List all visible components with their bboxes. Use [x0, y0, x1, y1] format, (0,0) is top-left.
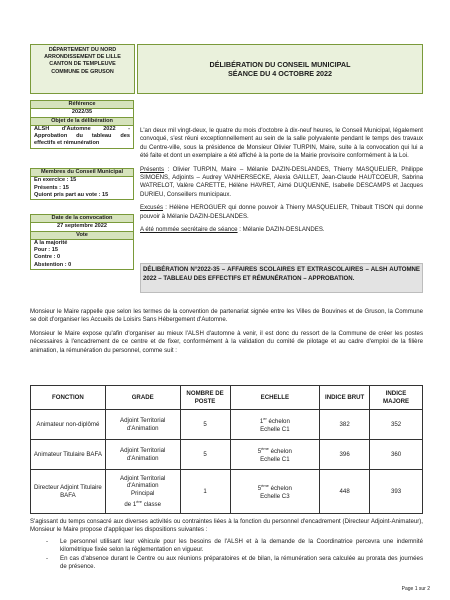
members-title: Membres du Conseil Municipal: [31, 169, 133, 177]
cell-indice-brut: 448: [320, 470, 370, 514]
cell-echelle: 5ème échelon Echelle C1: [230, 440, 320, 470]
object-title: Objet de la délibération: [31, 118, 133, 126]
members-present: Présents : 15: [34, 184, 69, 191]
cell-indice-brut: 396: [320, 440, 370, 470]
reference-panel: [30, 100, 134, 149]
presents-label: Présents: [140, 165, 165, 173]
title-box: [137, 44, 423, 94]
vote-line: A la majorité: [34, 239, 68, 246]
members-voting: Quiont pris part au vote : 15: [34, 191, 109, 198]
session-body: [140, 127, 423, 239]
paragraph-exposition: Monsieur le Maire expose qu'afin d'organiser au mieux l'ALSH d'automne à venir, il est donc du ressort de la Commune de créer les postes nécessaires à l'encadrement de ce centre et de fixer, conformément à la validation du comité de pilotage et au cadre d'emploi de la filière animation, la rémunération du personnel, comme suit :: [30, 330, 423, 354]
secretary-label: A été nommée secrétaire de séance: [140, 226, 238, 234]
reference-title: Référence: [31, 101, 133, 109]
cell-nombre: 5: [180, 440, 230, 470]
cell-indice-majore: 352: [370, 410, 423, 440]
org-line: CANTON DE TEMPLEUVE: [49, 61, 116, 68]
deliberation-title: DÉLIBÉRATION N°2022-35 – AFFAIRES SCOLAIRES ET EXTRASCOLAIRES – ALSH AUTOMNE 2022 – TABLEAU DES EFFECTIFS ET RÉMUNÉRATION – APPROBATION.: [140, 263, 423, 293]
members-in-office: En exercice : 15: [34, 177, 77, 184]
org-line: COMMUNE DE GRUSON: [51, 68, 114, 75]
secretary-paragraph: [140, 226, 423, 234]
cell-indice-majore: 393: [370, 470, 423, 514]
members-panel: [30, 168, 134, 200]
list-item: - En cas d'absence durant le Centre ou aux réunions préparatoires et de bilan, la rémunération sera calculée au prorata des journées de présence.: [60, 555, 423, 572]
cell-nombre: 5: [180, 410, 230, 440]
object-value: ALSH d'Automne 2022 - Approbation du tableau des effectifs et rémunération: [34, 125, 130, 147]
cell-indice-majore: 360: [370, 440, 423, 470]
cell-fonction: Animateur Titulaire BAFA: [31, 440, 106, 470]
convocation-panel: [30, 214, 134, 270]
title-line: DÉLIBÉRATION DU CONSEIL MUNICIPAL: [209, 59, 351, 69]
col-fonction: FONCTION: [31, 386, 106, 410]
excuses-label: Excusés: [140, 204, 164, 212]
vote-line: Abstention : 0: [34, 261, 72, 268]
col-grade: GRADE: [105, 386, 180, 410]
commune-header-box: [30, 44, 135, 94]
cell-echelle: 1er échelon Echelle C1: [230, 410, 320, 440]
paragraph-convention: Monsieur le Maire rappelle que selon les termes de la convention de partenariat signée entre les Villes de Bouvines et de Gruson, la Commune se doit d'organiser les Accueils de Loisirs Sans Hébergement d'Automne.: [30, 308, 423, 324]
table-row: [31, 440, 423, 470]
reference-value: 2022/35: [31, 109, 133, 117]
session-date: SÉANCE DU 4 OCTOBRE 2022: [227, 69, 333, 78]
col-indice-majore: INDICE MAJORE: [370, 386, 423, 410]
org-line: DÉPARTEMENT DU NORD: [48, 47, 117, 53]
table-row: [31, 410, 423, 440]
presents-text: : Olivier TURPIN, Maire – Mélanie DAZIN-DESLANDES, Thierry MASQUELIER, Philippe SIMOENS, Adjoints – Audrey VANHERSECKE, Alexia GAILLET, Jean-Claude HAUTCOEUR, Sabrina WATRELOT, Valère CARETTE, Hélène HAVRET, Aimé DUQUENNE, Isabelle DESCAMPS et Jacques DURIEU, Conseillers municipaux.: [140, 165, 423, 198]
vote-title: Vote: [31, 232, 133, 240]
col-echelle: ECHELLE: [230, 386, 320, 410]
cell-fonction: Animateur non-diplômé: [31, 410, 106, 440]
dispositions-list: [30, 538, 423, 572]
excuses-text: : Hélène HEROGUER qui donne pouvoir à Thierry MASQUELIER, Thibault TISON qui donne pouvoir à Mélanie DAZIN-DESLANDES.: [140, 204, 423, 220]
org-line: ARRONDISSEMENT DE LILLE: [44, 54, 121, 61]
table-row: [31, 470, 423, 514]
table-header-row: [31, 386, 423, 410]
secretary-text: : Mélanie DAZIN-DESLANDES.: [237, 226, 325, 234]
page-number: Page 1 sur 2: [401, 586, 430, 592]
cell-echelle: 5ème échelon Echelle C3: [230, 470, 320, 514]
cell-grade: Adjoint Territorial d'Animation: [105, 410, 180, 440]
list-item: - Le personnel utilisant leur véhicule pour les besoins de l'ALSH et à la demande de la Coordinatrice percevra une indemnité kilométrique fixée selon la réglementation en vigueur.: [60, 538, 423, 555]
cell-grade: Adjoint Territorial d'Animation Principal de 1ère classe: [105, 470, 180, 514]
cell-fonction: Directeur Adjoint Titulaire BAFA: [31, 470, 106, 514]
paragraph-dispositions: S'agissant du temps consacré aux diverses activités ou contraintes liées à la fonction du personnel d'encadrement (Directeur Adjoint-Animateur), Monsieur le Maire propose d'appliquer les dispositions suivantes :: [30, 518, 423, 534]
vote-line: Contre : 0: [34, 254, 61, 261]
cell-indice-brut: 382: [320, 410, 370, 440]
col-indice-brut: INDICE BRUT: [320, 386, 370, 410]
col-nombre: NOMBRE DE POSTE: [180, 386, 230, 410]
staffing-table: [30, 385, 423, 514]
vote-line: Pour : 15: [34, 247, 58, 254]
cell-nombre: 1: [180, 470, 230, 514]
convocation-title: Date de la convocation: [31, 215, 133, 223]
excuses-paragraph: [140, 204, 423, 221]
presents-paragraph: [140, 166, 423, 200]
cell-grade: Adjoint Territorial d'Animation: [105, 440, 180, 470]
intro-paragraph: L'an deux mil vingt-deux, le quatre du mois d'octobre à dix-neuf heures, le Conseil Municipal, légalement convoqué, s'est réuni exceptionnellement au sein de la salle polyvalente pendant le temps des travaux du Centre-ville, sous la présidence de Monsieur Olivier TURPIN, Maire, suite à la convocation qui lui a été faite et dont un exemplaire a été affiché à la porte de la Mairie provisoire conformément à la Loi.: [140, 127, 423, 160]
convocation-date: 27 septembre 2022: [31, 223, 133, 231]
